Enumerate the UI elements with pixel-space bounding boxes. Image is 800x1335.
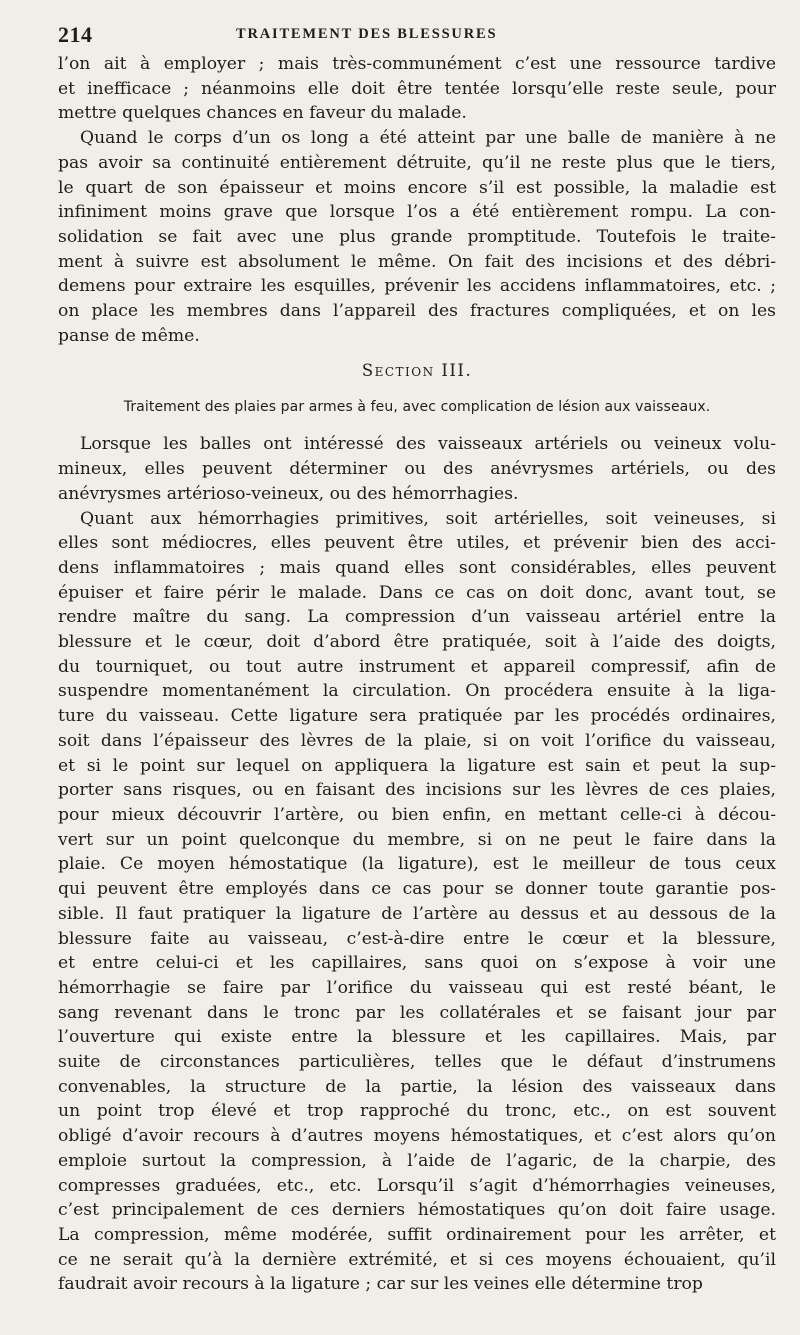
text-line: convenables, la structure de la partie, la lésion des vaisseaux dans [58, 1076, 776, 1097]
text-line: elles sont médiocres, elles peuvent être utiles, et prévenir bien des acci- [58, 533, 776, 554]
text-line: solidation se fait avec une plus grande promptitude. Toutefois le traite- [58, 226, 776, 247]
text-line: ture du vaisseau. Cette ligature sera pratiquée par les procédés ordinaires, [58, 706, 776, 727]
text-line: pour mieux découvrir l’artère, ou bien enfin, en mettant celle-ci à décou- [58, 804, 776, 825]
text-line: emploie surtout la compression, à l’aide de l’agaric, de la charpie, des [58, 1150, 776, 1171]
text-line: et si le point sur lequel on appliquera la ligature est sain et peut la sup- [58, 755, 776, 776]
paragraph-3 [58, 432, 776, 506]
text-line: pas avoir sa continuité entièrement détruite, qu’il ne reste plus que le tiers, [58, 152, 776, 173]
text-line: c’est principalement de ces derniers hémostatiques qu’on doit faire usage. [58, 1200, 776, 1221]
text-line: un point trop élevé et trop rapproché du tronc, etc., on est souvent [58, 1101, 776, 1122]
text-line: dens inflammatoires ; mais quand elles sont considérables, elles peuvent [58, 557, 776, 578]
paragraph-2 [58, 126, 776, 348]
text-line: faudrait avoir recours à la ligature ; car sur les veines elle détermine trop [58, 1274, 703, 1295]
paragraph-1 [58, 52, 776, 126]
text-line: sible. Il faut pratiquer la ligature de l’artère au dessus et au dessous de la [58, 903, 776, 924]
page-header [58, 22, 776, 52]
text-line: mettre quelques chances en faveur du malade. [58, 103, 467, 124]
text-line: du tourniquet, ou tout autre instrument et appareil compressif, afin de [58, 656, 776, 677]
text-line: plaie. Ce moyen hémostatique (la ligature), est le meilleur de tous ceux [58, 854, 776, 875]
text-line: Quand le corps d’un os long a été atteint par une balle de manière à ne [80, 128, 776, 149]
book-page [58, 22, 776, 1297]
text-line: on place les membres dans l’appareil des fractures compliquées, et on les [58, 301, 776, 322]
text-line: ment à suivre est absolument le même. On fait des incisions et des débri- [58, 251, 776, 272]
text-line: hémorrhagie se faire par l’orifice du vaisseau qui est resté béant, le [58, 977, 776, 998]
paragraph-4 [58, 507, 776, 1298]
text-line: ce ne serait qu’à la dernière extrémité, et si ces moyens échouaient, qu’il [58, 1249, 776, 1270]
text-line: le quart de son épaisseur et moins encore s’il est possible, la maladie est [58, 177, 776, 198]
text-line: et inefficace ; néanmoins elle doit être tentée lorsqu’elle reste seule, pour [58, 78, 776, 99]
text-line: suite de circonstances particulières, telles que le défaut d’instrumens [58, 1052, 776, 1073]
text-line: obligé d’avoir recours à d’autres moyens hémostatiques, et c’est alors qu’on [58, 1126, 776, 1147]
text-line: blessure et le cœur, doit d’abord être pratiquée, soit à l’aide des doigts, [58, 632, 776, 653]
text-line: infiniment moins grave que lorsque l’os a été entièrement rompu. La con- [58, 202, 776, 223]
text-line: suspendre momentanément la circulation. On procédera ensuite à la liga- [58, 681, 776, 702]
text-line: panse de même. [58, 325, 200, 346]
text-line: soit dans l’épaisseur des lèvres de la plaie, si on voit l’orifice du vaisseau, [58, 730, 776, 751]
text-line: sang revenant dans le tronc par les collatérales et se faisant jour par [58, 1002, 776, 1023]
text-line: vert sur un point quelconque du membre, si on ne peut le faire dans la [58, 829, 776, 850]
text-line: porter sans risques, ou en faisant des incisions sur les lèvres de ces plaies, [58, 780, 776, 801]
text-line: Lorsque les balles ont intéressé des vaisseaux artériels ou veineux volu- [80, 434, 776, 455]
text-line: anévrysmes artérioso-veineux, ou des hémorrhagies. [58, 483, 519, 504]
section-heading: Section III. [361, 361, 473, 381]
page-number: 214 [58, 22, 93, 47]
text-line: compresses graduées, etc., etc. Lorsqu’il s’agit d’hémorrhagies veineuses, [58, 1175, 776, 1196]
text-line: demens pour extraire les esquilles, prévenir les accidens inflammatoires, etc. ; [58, 276, 776, 297]
running-title: TRAITEMENT DES BLESSURES [236, 26, 498, 42]
text-line: blessure faite au vaisseau, c’est-à-dire entre le cœur et la blessure, [58, 928, 776, 949]
text-line: La compression, même modérée, suffit ordinairement pour les arrêter, et [58, 1224, 776, 1245]
text-line: Quant aux hémorrhagies primitives, soit artérielles, soit veineuses, si [80, 508, 776, 529]
section-subtitle: Traitement des plaies par armes à feu, avec complication de lésion aux vaisseaux. [123, 399, 711, 416]
text-line: l’on ait à employer ; mais très-communément c’est une ressource tardive [58, 54, 776, 74]
text-line: épuiser et faire périr le malade. Dans ce cas on doit donc, avant tout, se [58, 582, 776, 603]
text-line: rendre maître du sang. La compression d’un vaisseau artériel entre la [58, 607, 776, 628]
text-line: et entre celui-ci et les capillaires, sans quoi on s’expose à voir une [58, 953, 776, 974]
text-line: l’ouverture qui existe entre la blessure et les capillaires. Mais, par [58, 1027, 776, 1048]
text-line: qui peuvent être employés dans ce cas pour se donner toute garantie pos- [58, 879, 776, 900]
text-line: mineux, elles peuvent déterminer ou des anévrysmes artériels, ou des [58, 459, 776, 480]
